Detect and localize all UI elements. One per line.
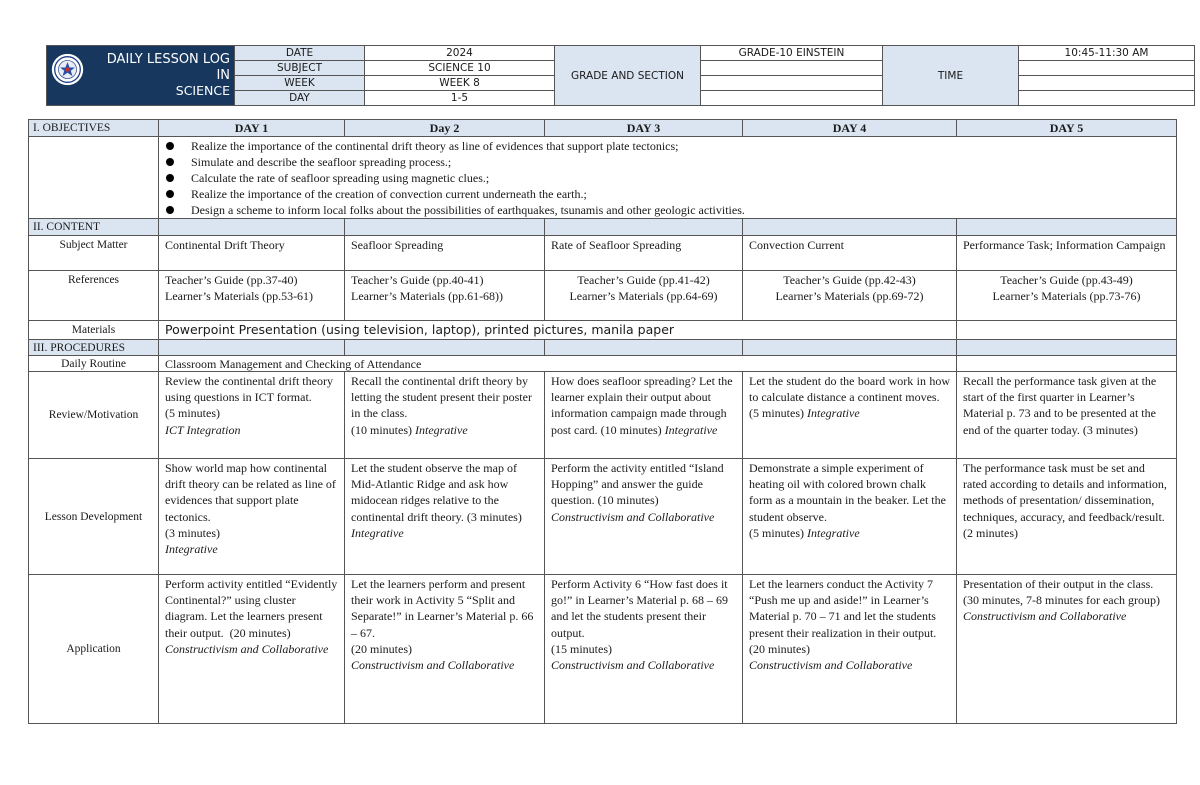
references-day1 [159,271,345,321]
time-blank [1019,76,1195,91]
row-label-references: References [29,271,159,321]
application-day3: Perform Activity 6 “How fast does it go!” in Learner’s Material p. 68 – 69 and let the students present their output. (15 minutes) Constructivism and Collaborative [545,575,743,724]
references-day3 [545,271,743,321]
objective-item: Calculate the rate of seafloor spreading using magnetic clues.; [163,170,1170,186]
brand-title-line3: SCIENCE [175,83,230,99]
subject-matter-day5: Performance Task; Information Campaign [957,236,1177,271]
day-header-4: DAY 4 [743,120,957,137]
grade-section-blank [701,61,883,76]
references-day2 [345,271,545,321]
review-day1: Review the continental drift theory using questions in ICT format. (5 minutes) ICT Integration [159,372,345,459]
grade-section-blank [701,91,883,106]
time-blank [1019,91,1195,106]
row-label-application: Application [29,575,159,724]
subject-matter-day1: Continental Drift Theory [159,236,345,271]
daily-routine-value: Classroom Management and Checking of Attendance [159,356,957,372]
objectives-cell [159,137,1177,219]
time-label: TIME [883,46,1019,106]
header-table [46,45,1195,106]
brand-cell [47,46,235,106]
subject-matter-day4: Convection Current [743,236,957,271]
time-value: 10:45-11:30 AM [1019,46,1195,61]
day-header-1: DAY 1 [159,120,345,137]
tg-reference: Teacher’s Guide (pp.43-49) [1000,273,1133,287]
row-label-lesson-development: Lesson Development [29,459,159,575]
review-day3: How does seafloor spreading? Let the learner explain their output about information campaign made through post card. (10 minutes) Integrative [545,372,743,459]
section-objectives: I. OBJECTIVES [29,120,159,137]
lesson-dev-day4: Demonstrate a simple experiment of heating oil with colored brown chalk form as a mountain in the beaker. Let the student observe. (5 minutes) Integrative [743,459,957,575]
date-label: DATE [235,46,365,61]
day-header-3: DAY 3 [545,120,743,137]
tg-reference: Teacher’s Guide (pp.42-43) [783,273,916,287]
subject-matter-day2: Seafloor Spreading [345,236,545,271]
week-value: WEEK 8 [365,76,555,91]
subject-value: SCIENCE 10 [365,61,555,76]
references-day4 [743,271,957,321]
objective-item: Realize the importance of the creation of convection current underneath the earth.; [163,186,1170,202]
lm-reference: Learner’s Materials (pp.61-68)) [351,289,504,304]
lesson-dev-day1: Show world map how continental drift theory can be related as line of evidences that support plate tectonics. (3 minutes) Integrative [159,459,345,575]
application-day1: Perform activity entitled “Evidently Continental?” using cluster diagram. Let the learners present their output. (20 minutes) Constructivism and Collaborative [159,575,345,724]
lm-reference: Learner’s Materials (pp.69-72) [775,289,924,304]
section-content: II. CONTENT [29,219,159,236]
brand-title-line2: IN [216,67,230,83]
objective-item: Design a scheme to inform local folks about the possibilities of earthquakes, tsunamis and other geologic activities. [163,202,1170,218]
subject-label: SUBJECT [235,61,365,76]
objectives-list [163,138,1170,218]
tg-reference: Teacher’s Guide (pp.37-40) [165,273,298,287]
lm-reference: Learner’s Materials (pp.64-69) [569,289,718,304]
row-label-review-motivation: Review/Motivation [29,372,159,459]
day-header-5: DAY 5 [957,120,1177,137]
lm-reference: Learner’s Materials (pp.53-61) [165,289,314,304]
lesson-dev-day3: Perform the activity entitled “Island Hopping” and answer the guide question. (10 minutes) Constructivism and Collaborative [545,459,743,575]
grade-section-value: GRADE-10 EINSTEIN [701,46,883,61]
objective-item: Realize the importance of the continental drift theory as line of evidences that support plate tectonics; [163,138,1170,154]
materials-value: Powerpoint Presentation (using television, laptop), printed pictures, manila paper [159,321,957,340]
review-day2: Recall the continental drift theory by letting the student present their poster in the class. (10 minutes) Integrative [345,372,545,459]
week-label: WEEK [235,76,365,91]
application-day4: Let the learners conduct the Activity 7 “Push me up and aside!” in Learner’s Material p. 70 – 71 and let the students present their realization in their output. (20 minutes) Constructivism and Collaborative [743,575,957,724]
lesson-table [28,119,1177,724]
lesson-dev-day5: The performance task must be set and rated according to details and information, methods of presentation/ dissemination, techniques, accuracy, and feedback/result. (2 minutes) [957,459,1177,575]
references-day5 [957,271,1177,321]
lm-reference: Learner’s Materials (pp.73-76) [992,289,1141,304]
application-day5: Presentation of their output in the class. (30 minutes, 7-8 minutes for each group) Constructivism and Collaborative [957,575,1177,724]
row-label-subject-matter: Subject Matter [29,236,159,271]
grade-section-blank [701,76,883,91]
tg-reference: Teacher’s Guide (pp.40-41) [351,273,484,287]
date-value: 2024 [365,46,555,61]
day-label: DAY [235,91,365,106]
brand-title-line1: DAILY LESSON LOG [106,52,230,68]
lesson-dev-day2: Let the student observe the map of Mid-Atlantic Ridge and ask how midocean ridges relative to the continental drift theory. (3 minutes) Integrative [345,459,545,575]
row-label-materials: Materials [29,321,159,340]
day-header-2: Day 2 [345,120,545,137]
review-day5: Recall the performance task given at the start of the first quarter in Learner’s Material p. 73 and to be presented at the end of the quarter today. (3 minutes) [957,372,1177,459]
grade-section-label: GRADE AND SECTION [555,46,701,106]
row-label-daily-routine: Daily Routine [29,356,159,372]
application-day2: Let the learners perform and present their work in Activity 5 “Split and Separate!” in Learner’s Material p. 66 – 67. (20 minutes) Constructivism and Collaborative [345,575,545,724]
time-blank [1019,61,1195,76]
tg-reference: Teacher’s Guide (pp.41-42) [577,273,710,287]
day-value: 1-5 [365,91,555,106]
subject-matter-day3: Rate of Seafloor Spreading [545,236,743,271]
section-procedures: III. PROCEDURES [29,340,159,356]
review-day4: Let the student do the board work in how to calculate distance a continent moves. (5 minutes) Integrative [743,372,957,459]
objective-item: Simulate and describe the seafloor spreading process.; [163,154,1170,170]
objectives-blank [29,137,159,219]
deped-seal-icon [51,53,84,86]
